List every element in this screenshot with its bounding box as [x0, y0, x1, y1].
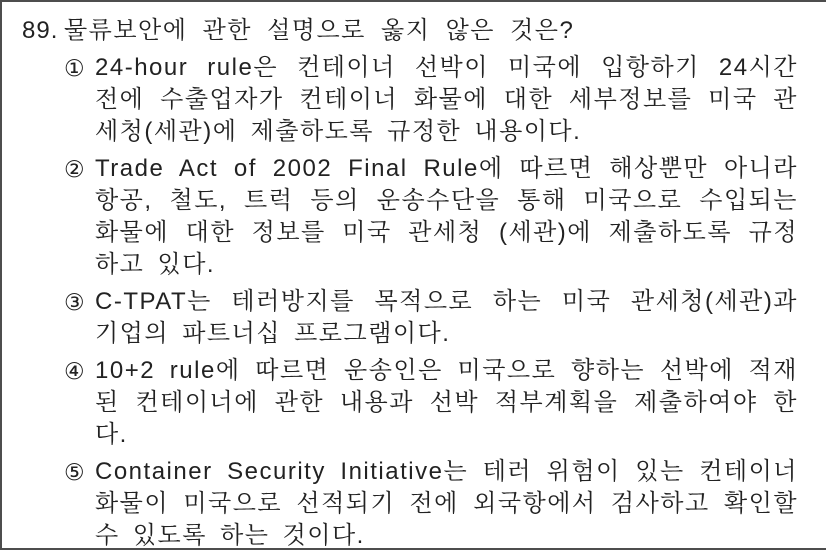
option-text: Container Security Initiative는 테러 위험이 있는 컨테이너 화물이 미국으로 선적되기 전에 외국항에서 검사하고 확인할 수 있도록 하는 것이다.: [95, 458, 798, 549]
option-row: [22, 456, 798, 550]
option-text: Trade Act of 2002 Final Rule에 따르면 해상뿐만 아니라 항공, 철도, 트럭 등의 운송수단을 통해 미국으로 수입되는 화물에 대한 정보를 미국 관세청 (세관)에 제출하도록 규정하고 있다.: [95, 155, 798, 278]
option-text: C-TPAT는 테러방지를 목적으로 하는 미국 관세청(세관)과 기업의 파트너십 프로그램이다.: [95, 288, 798, 347]
option-text: 10+2 rule에 따르면 운송인은 미국으로 향하는 선박에 적재된 컨테이너에 관한 내용과 선박 적부계획을 제출하여야 한다.: [95, 357, 798, 448]
option-marker: ①: [64, 55, 85, 81]
option-marker: ⑤: [64, 459, 85, 485]
option-row: [22, 153, 798, 281]
option-text: 24-hour rule은 컨테이너 선박이 미국에 입항하기 24시간 전에 수출업자가 컨테이너 화물에 대한 세부정보를 미국 관세청(세관)에 제출하도록 규정한 내용이다.: [95, 54, 798, 145]
option-marker: ②: [64, 156, 85, 182]
option-row: [22, 355, 798, 451]
options-list: [22, 52, 798, 550]
question-block: [2, 2, 826, 550]
option-row: [22, 52, 798, 148]
question-text: 물류보안에 관한 설명으로 옳지 않은 것은?: [64, 17, 575, 44]
option-row: [22, 286, 798, 350]
option-marker: ③: [64, 289, 85, 315]
option-marker: ④: [64, 358, 85, 384]
question-number: 89.: [22, 17, 59, 44]
question-row: [22, 15, 798, 47]
